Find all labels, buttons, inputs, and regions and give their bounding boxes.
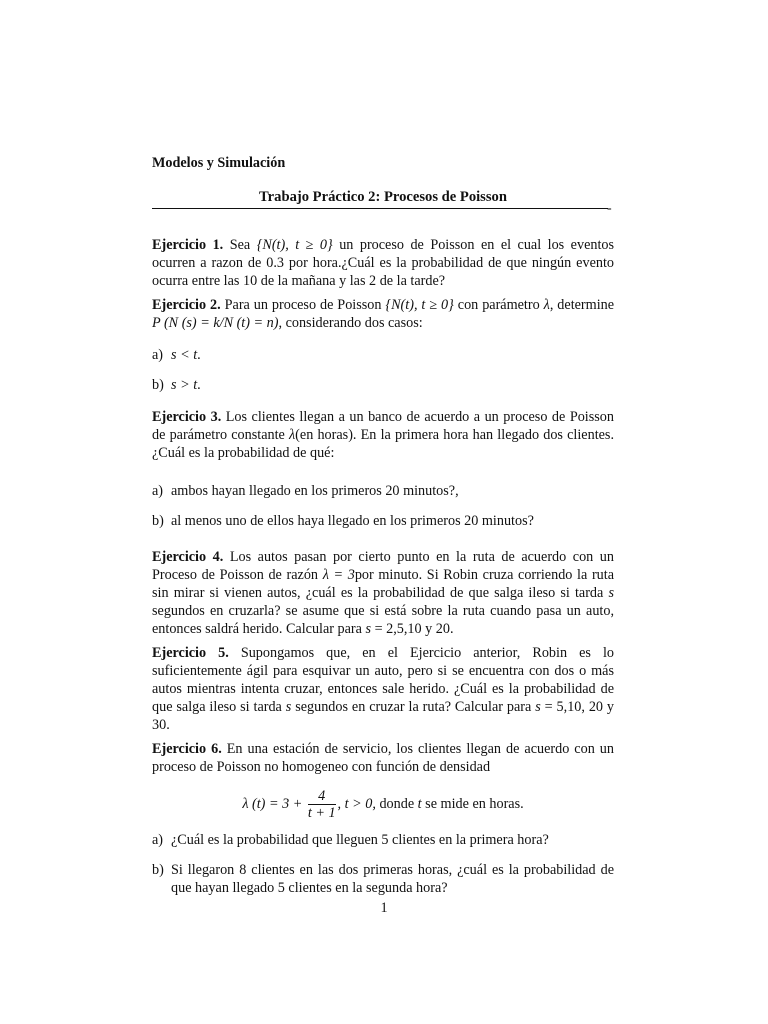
exercise-2-math-prob: P (N (s) = k/N (t) = n): [152, 315, 279, 331]
title-rule-tail: -: [607, 201, 612, 216]
fraction-denominator: t + 1: [307, 805, 336, 821]
equation-condition: , t > 0,: [337, 795, 376, 812]
item-tail: .: [197, 377, 201, 393]
exercise-1-math-set: {N(t), t ≥ 0}: [256, 237, 333, 253]
exercise-4-text-a: Los autos pasan por cierto punto en la ruta de acuerdo con un Proceso de Poisson de razón: [152, 549, 614, 583]
exercise-6-text-a: En una estación de servicio, los clientes llegan de acuerdo con un proceso de Poisson no homogeneo con función de densidad: [152, 741, 614, 775]
exercise-2-text-d: , considerando dos casos:: [278, 315, 423, 331]
item-text: al menos uno de ellos haya llegado en los primeros 20 minutos?: [171, 513, 534, 529]
exercise-3-items: [152, 482, 614, 530]
exercise-3-math-lambda: λ: [289, 427, 296, 443]
equation-text: donde: [379, 795, 415, 812]
exercise-6: [152, 740, 614, 776]
exercise-2: [152, 296, 614, 332]
exercise-2-item-b: [152, 376, 614, 394]
exercise-2-label: Ejercicio 2.: [152, 297, 221, 313]
exercise-2-item-a: [152, 346, 614, 364]
exercise-4: [152, 548, 614, 638]
item-math: s < t: [171, 347, 198, 363]
exercise-3-item-a: [152, 482, 614, 500]
exercise-1-text-b: un proceso de Poisson en el cual los eventos ocurren a razon de 0.3 por hora.¿Cuál es la probabilidad de que ningún evento ocurra entre las 10 de la mañana y las 2 de la tarde?: [152, 237, 615, 289]
equation-var-t: t: [417, 795, 422, 812]
exercise-4-text-c: segundos en cruzarla? se asume que si está sobre la ruta cuando pasa un auto, entonces saldrá herido. Calcular para: [152, 603, 614, 637]
exercise-1-label: Ejercicio 1.: [152, 237, 224, 253]
item-text: ambos hayan llegado en los primeros 20 minutos?,: [171, 483, 459, 499]
exercise-3-item-b: [152, 512, 614, 530]
exercise-4-text-b: por minuto. Si Robin cruza corriendo la ruta sin mirar si vienen autos, ¿cuál es la probabilidad de que salga ileso si tarda: [152, 567, 615, 601]
title-rule: [152, 208, 608, 209]
exercise-4-label: Ejercicio 4.: [152, 549, 224, 565]
exercise-3: [152, 408, 614, 462]
exercise-3-text-a: Los clientes llegan a un banco de acuerdo a un proceso de Poisson de parámetro constante: [152, 409, 614, 443]
exercise-5-math-s2: s: [535, 699, 541, 715]
exercise-4-math-rate: λ = 3: [322, 567, 355, 583]
item-label: a): [152, 832, 164, 848]
exercise-2-text-c: , determine: [549, 297, 615, 313]
exercise-6-label: Ejercicio 6.: [152, 741, 222, 757]
exercise-6-items: [152, 831, 614, 897]
page-number: 1: [380, 900, 388, 916]
exercise-4-text-d: = 2,5,10 y 20.: [374, 621, 454, 637]
equation-lhs: λ (t) = 3 +: [242, 795, 303, 812]
exercise-2-text-a: Para un proceso de Poisson: [224, 297, 382, 313]
exercise-4-math-s2: s: [365, 621, 372, 637]
item-label: b): [152, 862, 164, 878]
exercise-5-text-c: = 5,10, 20 y 30.: [152, 699, 615, 733]
exercise-2-math-set: {N(t), t ≥ 0}: [385, 297, 454, 313]
item-tail: .: [197, 347, 201, 363]
exercise-5: [152, 644, 614, 734]
exercise-2-items: [152, 346, 614, 394]
exercise-list: [152, 236, 614, 897]
item-text: ¿Cuál es la probabilidad que lleguen 5 clientes en la primera hora?: [171, 832, 549, 848]
exercise-6-equation: [152, 788, 614, 821]
item-label: b): [152, 513, 164, 529]
page-title: Trabajo Práctico 2: Procesos de Poisson: [259, 189, 507, 205]
exercise-3-label: Ejercicio 3.: [152, 409, 222, 425]
exercise-5-label: Ejercicio 5.: [152, 645, 229, 661]
exercise-5-text-b: segundos en cruzar la ruta? Calcular para: [295, 699, 532, 715]
fraction-numerator: 4: [308, 788, 336, 805]
exercise-5-math-s: s: [285, 699, 292, 715]
exercise-1: [152, 236, 614, 290]
exercise-6-item-b: [152, 861, 614, 897]
exercise-2-math-lambda: λ: [543, 297, 550, 313]
exercise-4-math-s: s: [608, 585, 614, 601]
item-label: b): [152, 377, 164, 393]
exercise-3-text-b: (en horas). En la primera hora han llegado dos clientes. ¿Cuál es la probabilidad de qué:: [152, 427, 615, 461]
item-label: a): [152, 483, 164, 499]
course-name: Modelos y Simulación: [152, 155, 286, 171]
exercise-5-text-a: Supongamos que, en el Ejercicio anterior, Robin es lo suficientemente ágil para esquivar un auto, pero si se encuentra con dos o más autos mientras intenta cruzar, entonces sale herido. ¿Cuál es la probabilidad de que salga ileso si tarda: [152, 645, 614, 715]
equation-fraction: [308, 788, 336, 821]
item-label: a): [152, 347, 164, 363]
exercise-1-text-a: Sea: [229, 237, 251, 253]
item-text: Si llegaron 8 clientes en las dos primeras horas, ¿cuál es la probabilidad de que hayan llegado 5 clientes en la segunda hora?: [171, 862, 614, 896]
exercise-2-text-b: con parámetro: [457, 297, 540, 313]
item-math: s > t: [171, 377, 198, 393]
exercise-6-item-a: [152, 831, 614, 849]
equation-text-2: se mide en horas.: [425, 795, 524, 812]
